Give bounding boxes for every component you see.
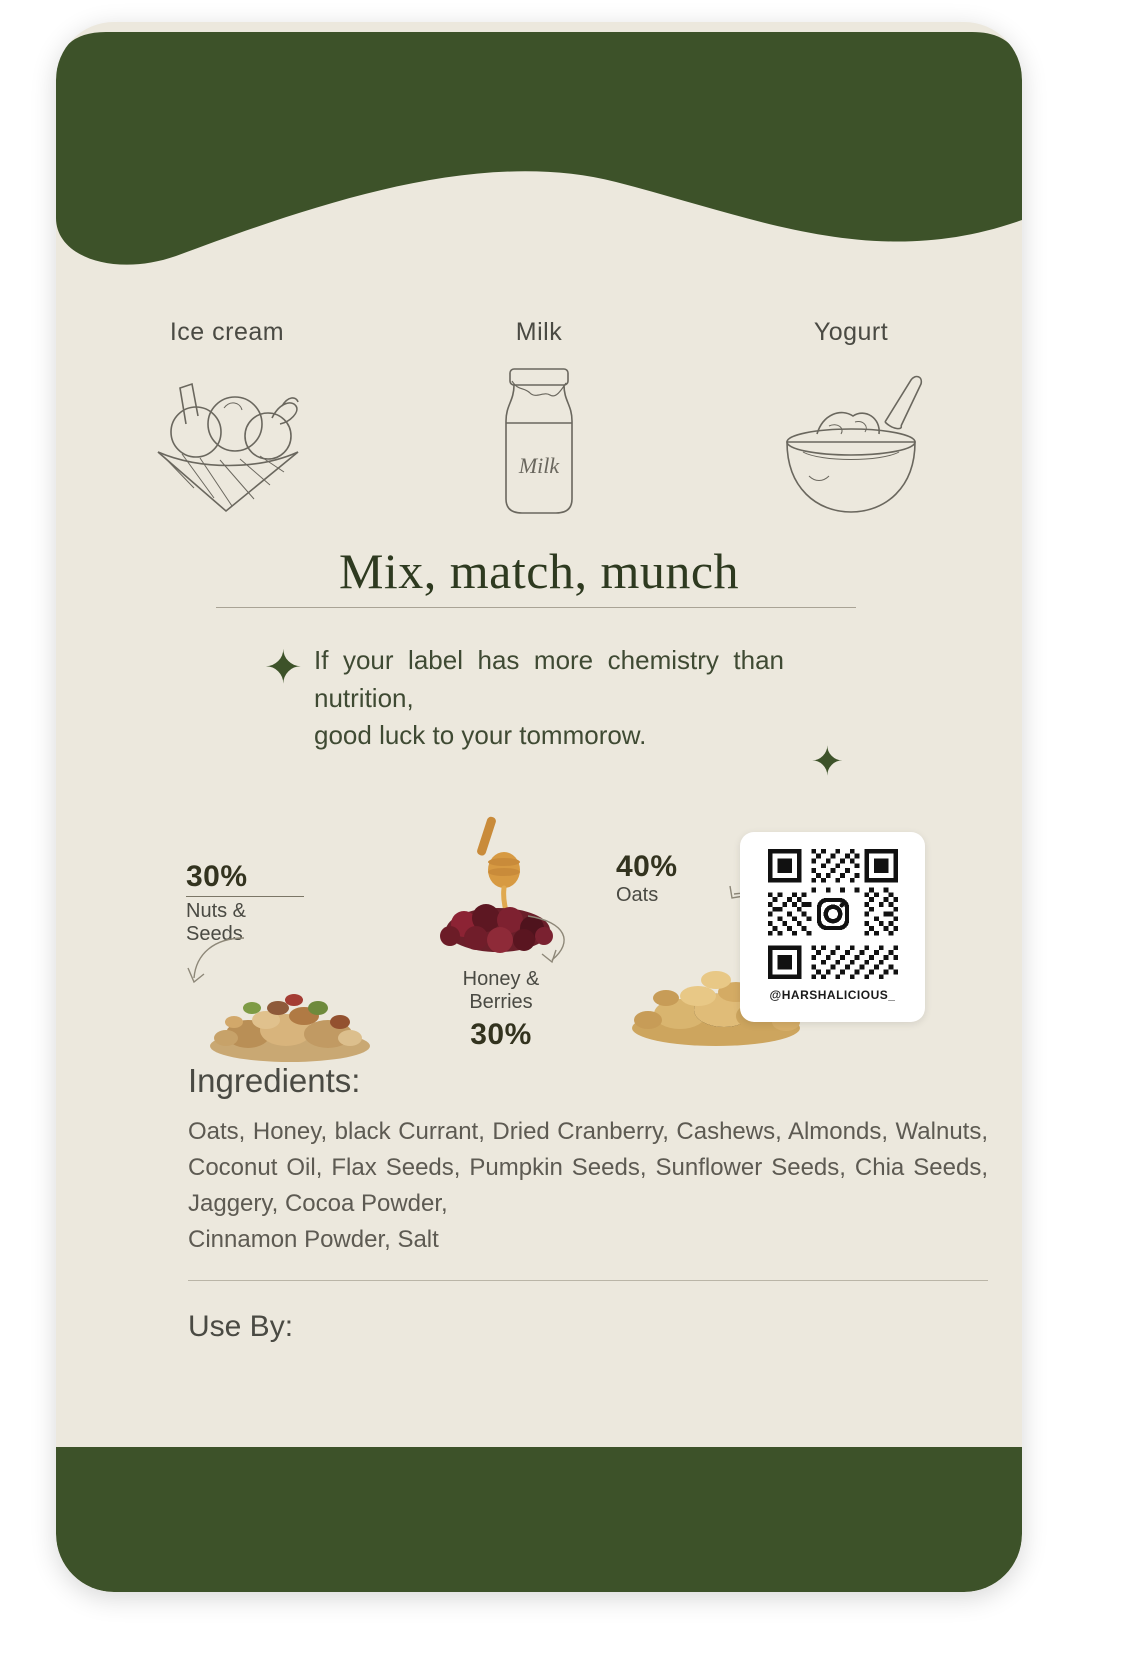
pairing-ice-cream bbox=[117, 318, 337, 521]
pairing-milk bbox=[429, 318, 649, 521]
tagline-line-1: If your label has more chemistry than nutrition, bbox=[314, 645, 784, 713]
composition-name-line2: Berries bbox=[469, 991, 533, 1013]
composition-name-line2: Seeds bbox=[186, 923, 243, 945]
tagline-line-2: good luck to your tommorow. bbox=[314, 720, 647, 751]
svg-text:Milk: Milk bbox=[518, 453, 560, 478]
pairing-suggestions bbox=[56, 318, 1022, 521]
pairing-yogurt bbox=[741, 318, 961, 521]
ingredients-list bbox=[188, 1114, 988, 1258]
tagline-block bbox=[264, 641, 844, 784]
use-by-label: Use By: bbox=[188, 1310, 294, 1343]
composition-item-honey-berries bbox=[386, 812, 616, 1052]
pairing-label: Milk bbox=[515, 318, 563, 346]
composition-percent: 30% bbox=[470, 1018, 532, 1051]
composition-name-line1: Nuts & bbox=[186, 900, 247, 922]
ingredients-line-2: Cinnamon Powder, Salt bbox=[188, 1226, 439, 1253]
ice-cream-icon bbox=[117, 361, 337, 521]
yogurt-bowl-icon bbox=[741, 361, 961, 521]
bottom-green-band bbox=[56, 1447, 1022, 1592]
composition-percent: 40% bbox=[616, 850, 678, 883]
section-divider bbox=[188, 1280, 988, 1281]
qr-code[interactable] bbox=[763, 844, 903, 984]
label-card bbox=[56, 22, 1022, 1592]
pairing-label: Yogurt bbox=[813, 318, 889, 346]
composition-percent: 30% bbox=[186, 860, 248, 893]
composition-name-line1: Oats bbox=[616, 884, 659, 906]
headline-divider bbox=[216, 607, 856, 608]
composition-item-nuts-seeds bbox=[186, 860, 396, 946]
instagram-handle: @HARSHALICIOUS_ bbox=[769, 988, 896, 1002]
pairing-label: Ice cream bbox=[169, 318, 285, 346]
arrow-icon bbox=[522, 912, 582, 972]
ingredients-title: Ingredients: bbox=[188, 1062, 361, 1099]
composition-name-line1: Honey & bbox=[462, 968, 540, 990]
sparkle-icon: ✦ bbox=[264, 641, 303, 693]
sparkle-icon: ✦ bbox=[810, 740, 844, 784]
percent-rule bbox=[186, 896, 304, 897]
mixed-nuts-icon bbox=[208, 972, 373, 1069]
top-green-band bbox=[56, 22, 1022, 282]
ingredients-line-1: Oats, Honey, black Currant, Dried Cranberry, Cashews, Almonds, Walnuts, Coconut Oil, Flax Seeds, Pumpkin Seeds, Sunflower Seeds, Chia Seeds, Jaggery, Cocoa Powder, bbox=[188, 1118, 988, 1217]
headline: Mix, match, munch bbox=[338, 543, 740, 599]
milk-jar-icon bbox=[429, 361, 649, 521]
instagram-qr-card[interactable] bbox=[740, 832, 925, 1022]
